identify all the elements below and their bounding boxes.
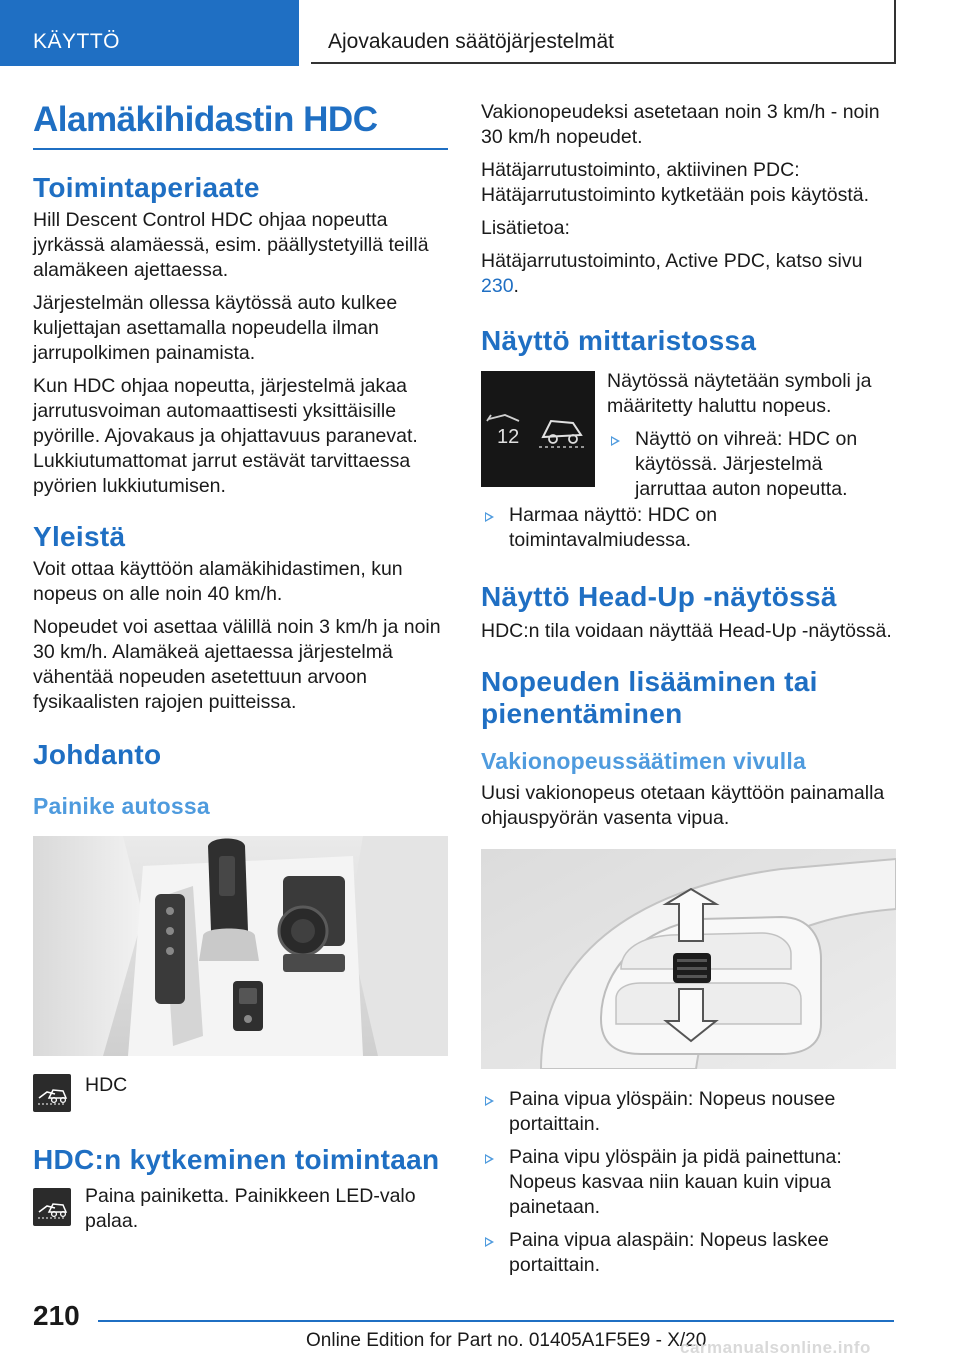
hdc-icon xyxy=(33,1074,71,1112)
hdc-icon-row xyxy=(33,1074,448,1116)
bullet-arrow-icon xyxy=(485,1096,494,1106)
hdc-button-icon xyxy=(33,1188,71,1226)
general-paragraph-1: Voit ottaa käyttöön alamäkihidastimen, kun nopeus on alle noin 40 km/h. xyxy=(33,558,403,605)
page-title: Alamäkihidastin HDC xyxy=(33,100,448,150)
right-paragraph-4 xyxy=(481,249,896,299)
bullet-green-text: Näyttö on vihreä: HDC on käytössä. Järjestelmä jarruttaa auton nopeutta. xyxy=(635,428,858,500)
subheading-button-in-car: Painike autossa xyxy=(33,793,210,819)
display-speed-label: 12 xyxy=(497,426,520,448)
right-paragraph-3: Lisätietoa: xyxy=(481,217,570,239)
bullet-gray-display xyxy=(481,503,896,553)
section-title: KÄYTTÖ xyxy=(33,30,121,53)
footer-edition: Online Edition for Part no. 01405A1F5E9 - X/20 xyxy=(306,1330,707,1351)
hud-text: HDC:n tila voidaan näyttää Head-Up -näytössä. xyxy=(481,620,892,642)
chapter-title: Ajovakauden säätöjärjestelmät xyxy=(328,30,615,53)
principle-paragraph-3: Kun HDC ohjaa nopeutta, järjestelmä jakaa jarrutusvoiman automaattisesti yksittäisille pyörille. Ajovakaus ja ohjattavuus paranevat. Lukkiutumattomat jarrut estävät tarvittaessa pyörien lukkiutumisen. xyxy=(33,375,418,497)
subheading-lever: Vakionopeussäätimen vivulla xyxy=(481,748,806,774)
principle-paragraph-2: Järjestelmän ollessa käytössä auto kulkee kuljettajan asettamalla nopeudella ilman jarrupolkimen painamista. xyxy=(33,292,398,364)
heading-instrument-display: Näyttö mittaristossa xyxy=(481,325,757,356)
activate-row xyxy=(33,1184,448,1234)
display-description: Näytössä näytetään symboli ja määritetty haluttu nopeus. xyxy=(607,370,872,417)
instrument-display-image xyxy=(481,371,595,487)
right-column xyxy=(481,100,896,1278)
heading-general: Yleistä xyxy=(33,521,126,552)
activate-text: Paina painiketta. Painikkeen LED-valo palaa. xyxy=(85,1185,416,1232)
bullet-arrow-icon xyxy=(485,512,494,522)
right-paragraph-2: Hätäjarrutustoiminto, aktiivinen PDC: Hätäjarrutustoiminto kytketään pois käytöstä. xyxy=(481,159,870,206)
heading-principle: Toimintaperiaate xyxy=(33,172,260,203)
left-column xyxy=(33,100,448,1234)
bullet-arrow-icon xyxy=(485,1237,494,1247)
right-paragraph-1: Vakionopeudeksi asetetaan noin 3 km/h - noin 30 km/h nopeudet. xyxy=(481,101,880,148)
bullet-lever-up xyxy=(481,1087,896,1137)
section-tab xyxy=(0,0,299,66)
display-block xyxy=(481,370,896,500)
bullet-lever-up-text: Paina vipua ylöspäin: Nopeus nousee portaittain. xyxy=(509,1088,836,1135)
center-console-image xyxy=(33,836,448,1056)
footer-divider xyxy=(98,1320,894,1322)
bullet-lever-down xyxy=(481,1228,896,1278)
lever-text: Uusi vakionopeus otetaan käyttöön painamalla ohjauspyörän vasenta vipua. xyxy=(481,782,885,829)
bullet-green-display xyxy=(607,427,896,502)
principle-paragraph-1: Hill Descent Control HDC ohjaa nopeutta jyrkässä alamäessä, esim. päällystetyillä teillä alamäkeen ajettaessa. xyxy=(33,209,429,281)
page-number: 210 xyxy=(33,1300,80,1331)
chapter-header xyxy=(311,0,896,64)
page-reference-link[interactable]: 230 xyxy=(481,275,514,297)
bullet-lever-down-text: Paina vipua alaspäin: Nopeus laskee portaittain. xyxy=(509,1229,829,1276)
bullet-arrow-icon xyxy=(611,436,620,446)
general-paragraph-2: Nopeudet voi asettaa välillä noin 3 km/h ja noin 30 km/h. Alamäkeä ajettaessa järjestelmä vähentää nopeuden asetettuun arvoon fysikaalisten rajojen puitteissa. xyxy=(33,616,441,713)
bullet-lever-hold xyxy=(481,1145,896,1220)
hdc-icon-caption: HDC xyxy=(85,1074,128,1096)
heading-speed-adjust: Nopeuden lisääminen tai pienentäminen xyxy=(481,666,818,729)
reference-end: . xyxy=(513,275,519,297)
bullet-arrow-icon xyxy=(485,1154,494,1164)
reference-text: Hätäjarrutustoiminto, Active PDC, katso sivu xyxy=(481,250,863,272)
steering-lever-image xyxy=(481,849,896,1069)
heading-activate: HDC:n kytkeminen toimintaan xyxy=(33,1144,440,1175)
watermark: carmanualsonline.info xyxy=(680,1338,871,1357)
heading-intro: Johdanto xyxy=(33,739,162,770)
bullet-gray-text: Harmaa näyttö: HDC on toimintavalmiudessa. xyxy=(509,504,718,551)
bullet-lever-hold-text: Paina vipu ylöspäin ja pidä painettuna: Nopeus kasvaa niin kauan kuin vipua painetaan. xyxy=(509,1146,842,1218)
heading-hud: Näyttö Head-Up -näytössä xyxy=(481,581,837,612)
